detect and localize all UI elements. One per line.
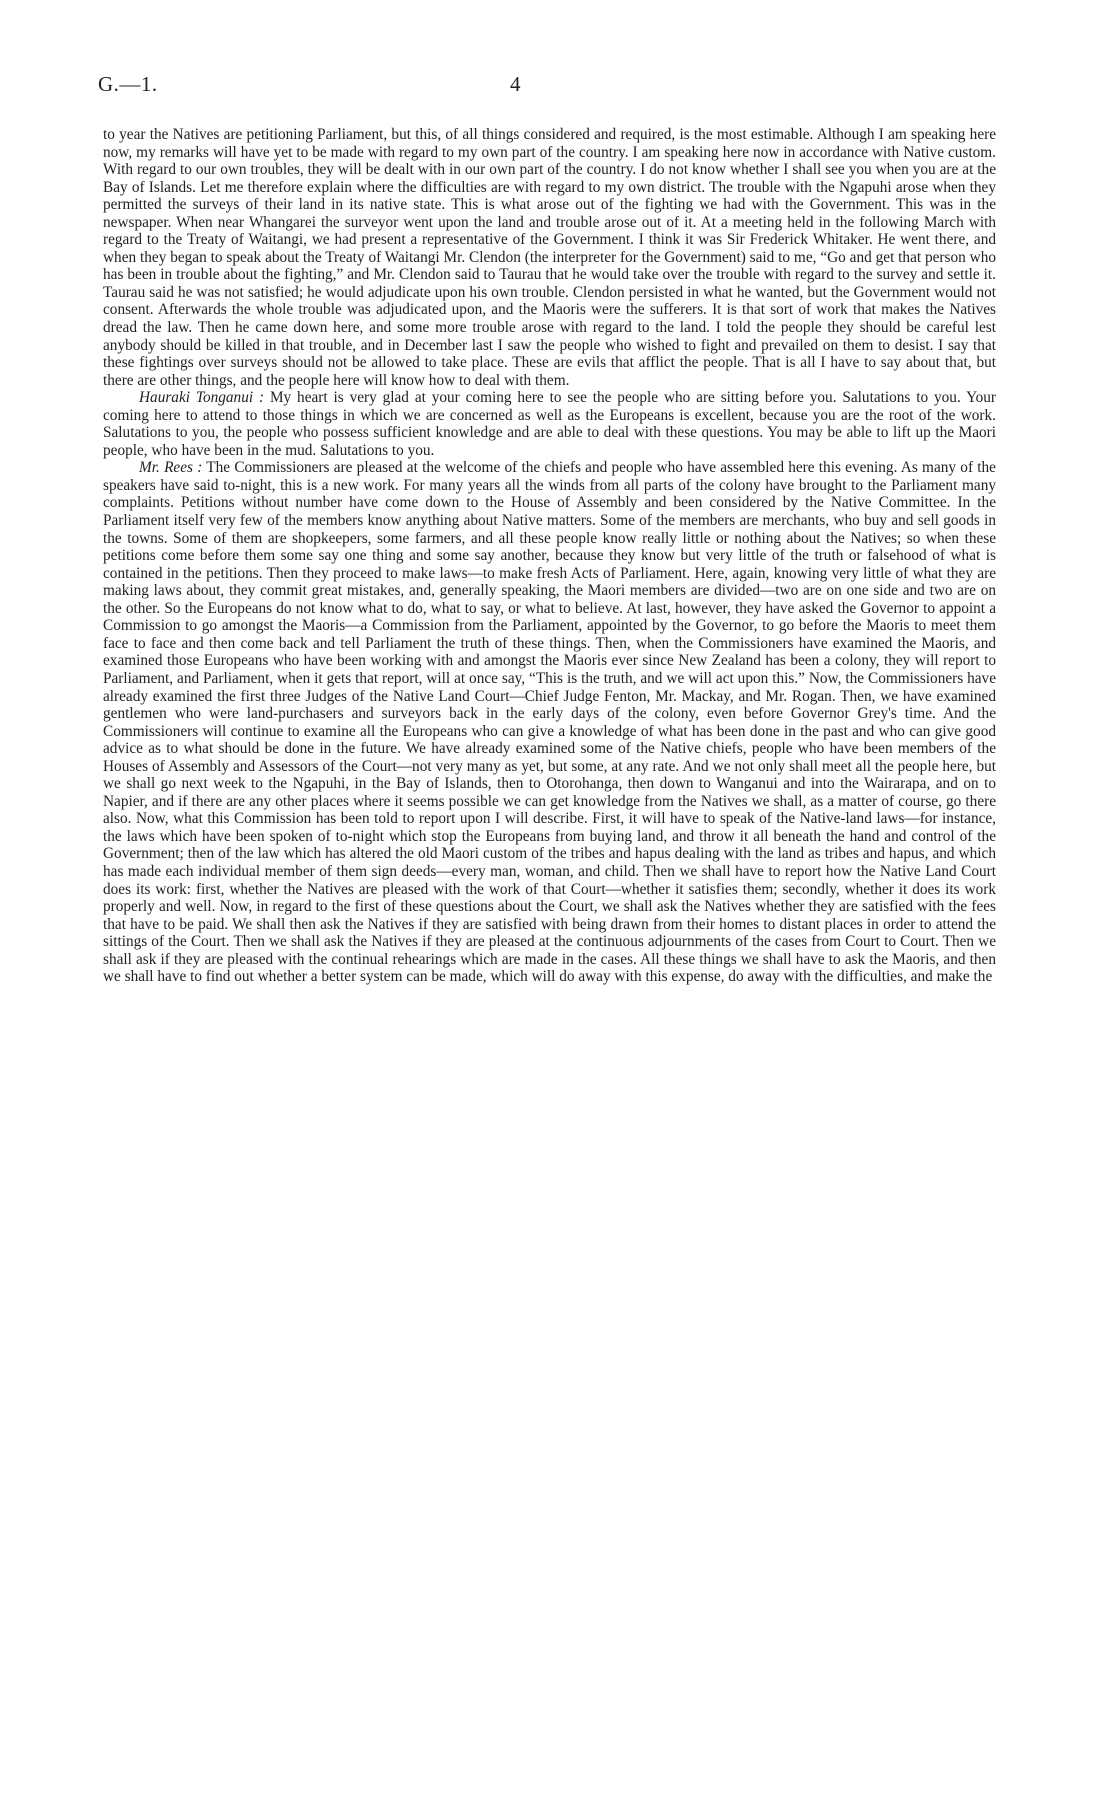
- paragraph-hauraki-tonganui: [103, 389, 996, 459]
- body-text: [103, 126, 996, 986]
- paragraph-mr-rees: [103, 459, 996, 985]
- paragraph-continuation: [103, 126, 996, 389]
- paragraph-text: The Commissioners are pleased at the welcome of the chiefs and people who have assembled here this evening. As many of the speakers have said to-night, this is a new work. For many years all the winds from all parts of the colony have brought to the Parliament many complaints. Petitions without number have come down to the House of Assembly and been considered by the Native Committee. In the Parliament itself very few of the members know anything about Native matters. Some of the members are merchants, who buy and sell goods in the towns. Some of them are shopkeepers, some farmers, and all these people know really little or nothing about the Natives; so when these petitions come before them some say one thing and some say another, because they know but very little of the truth or falsehood of what is contained in the petitions. Then they proceed to make laws—to make fresh Acts of Parliament. Here, again, knowing very little of what they are making laws about, they commit great mistakes, and, generally speaking, the Maori members are divided—two are on one side and two are on the other. So the Europeans do not know what to do, what to say, or what to believe. At last, however, they have asked the Governor to appoint a Commission to go amongst the Maoris—a Commission from the Parliament, appointed by the Governor, to go before the Maoris to meet them face to face and then come back and tell Parliament the truth of these things. Then, when the Commissioners have examined the Maoris, and examined those Europeans who have been working with and amongst the Maoris ever since New Zealand has been a colony, they will report to Parliament, and Parliament, when it gets that report, will at once say, “This is the truth, and we will act upon this.” Now, the Commissioners have already examined the first three Judges of the Native Land Court—Chief Judge Fenton, Mr. Mackay, and Mr. Rogan. Then, we have examined gentlemen who were land-purchasers and surveyors back in the early days of the colony, even before Governor Grey's time. And the Commissioners will continue to examine all the Europeans who can give a knowledge of what has been done in the past and who can give good advice as to what should be done in the future. We have already examined some of the Native chiefs, people who have been members of the Houses of Assembly and Assessors of the Court—not very many as yet, but some, at any rate. And we not only shall meet all the people here, but we shall go next week to the Ngapuhi, in the Bay of Islands, then to Otorohanga, then down to Wanganui and into the Wairarapa, and on to Napier, and if there are any other places where it seems possible we can get knowledge from the Natives we shall, as a matter of course, go there also. Now, what this Commission has been told to report upon I will describe. First, it will have to speak of the Native-land laws—for instance, the laws which have been spoken of to-night which stop the Europeans from buying land, and throw it all beneath the hand and control of the Government; then of the law which has altered the old Maori custom of the tribes and hapus dealing with the land as tribes and hapus, and which has made each individual member of them sign deeds—every man, woman, and child. Then we shall have to report how the Native Land Court does its work: first, whether the Natives are pleased with the work of that Court—whether it satisfies them; secondly, whether it does its work properly and well. Now, in regard to the first of these questions about the Court, we shall ask the Natives whether they are satisfied with the fees that have to be paid. We shall then ask the Natives if they are satisfied with being drawn from their homes to distant places in order to attend the sittings of the Court. Then we shall ask the Natives if they are pleased at the continuous adjournments of the cases from Court to Court. Then we shall ask if they are pleased with the continual rehearings which are made in the cases. All these things we shall have to ask the Maoris, and then we shall have to find out whether a better system can be made, which will do away with this expense, do away with the difficulties, and make the: [103, 459, 996, 986]
- paragraph-text: My heart is very glad at your coming here to see the people who are sitting before you. Salutations to you. Your coming here to attend to those things in which we are concerned as well as the Europeans is excellent, because you are the root of the work. Salutations to you, the people who possess sufficient knowledge and are able to deal with these questions. You may be able to lift up the Maori people, who have been in the mud. Salutations to you.: [103, 389, 996, 459]
- speaker-name: Mr. Rees :: [139, 459, 203, 477]
- document-reference: G.—1.: [98, 72, 158, 96]
- speaker-name: Hauraki Tonganui :: [139, 389, 265, 407]
- paragraph-text: to year the Natives are petitioning Parliament, but this, of all things considered and required, is the most estimable. Although I am speaking here now, my remarks will have yet to be made with regard to my own part of the country. I am speaking here now in accordance with Native custom. With regard to our own troubles, they will be dealt with in our own part of the country. I do not know whether I shall see you when you are at the Bay of Islands. Let me therefore explain where the difficulties are with regard to my own district. The trouble with the Ngapuhi arose when they permitted the surveys of their land in its native state. This is what arose out of the fighting we had with the Government. This was in the newspaper. When near Whangarei the surveyor went upon the land and trouble arose out of it. At a meeting held in the following March with regard to the Treaty of Waitangi, we had present a representative of the Government. I think it was Sir Frederick Whitaker. He went there, and when they began to speak about the Treaty of Waitangi Mr. Clendon (the interpreter for the Government) said to me, “Go and get that person who has been in trouble about the fighting,” and Mr. Clendon said to Taurau that he would take over the trouble with regard to the survey and settle it. Taurau said he was not satisfied; he would adjudicate upon his own trouble. Clendon persisted in what he wanted, but the Government would not consent. Afterwards the whole trouble was adjudicated upon, and the Maoris were the sufferers. It is that sort of work that makes the Natives dread the law. Then he came down here, and some more trouble arose with regard to the land. I told the people they should be careful lest anybody should be killed in that trouble, and in December last I saw the people who wished to fight and prevailed on them to desist. I say that these fightings over surveys should not be allowed to take place. These are evils that afflict the people. That is all I have to say about that, but there are other things, and the people here will know how to deal with them.: [103, 126, 996, 389]
- page-header: [98, 72, 998, 102]
- page-number: 4: [510, 72, 521, 96]
